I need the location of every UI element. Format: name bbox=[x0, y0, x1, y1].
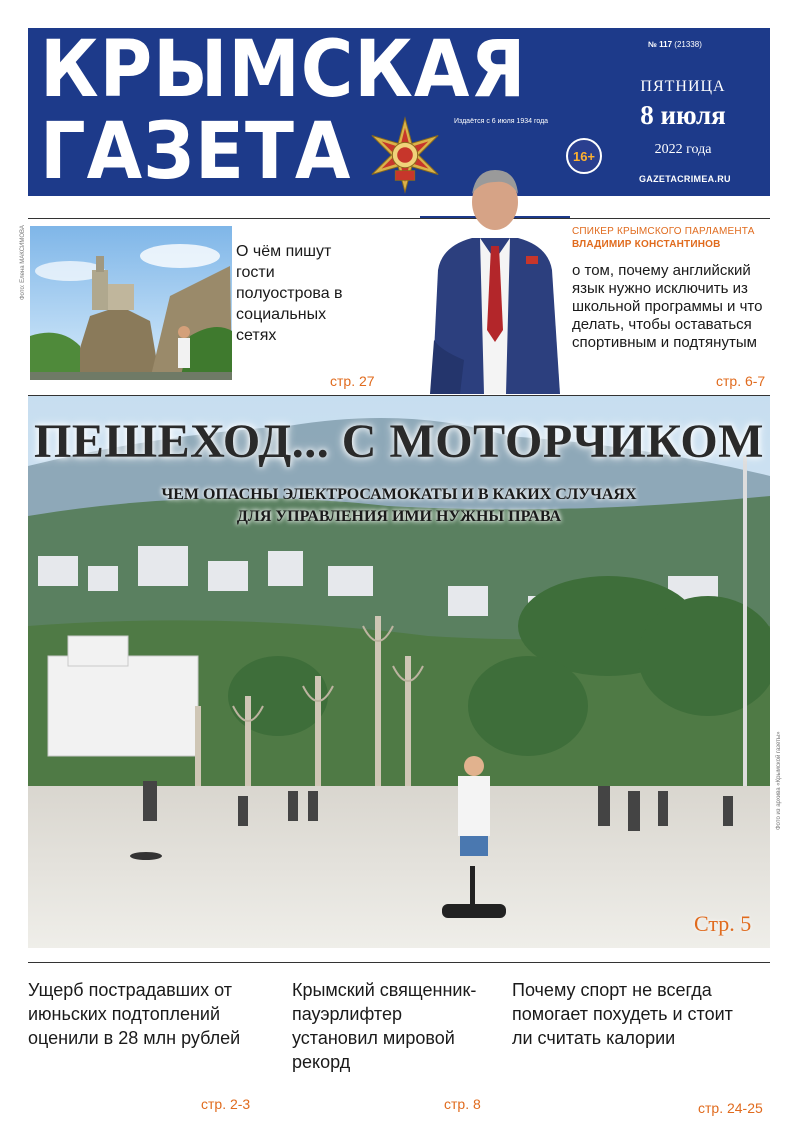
story-sport-text[interactable]: Почему спорт не всегда помогает похудеть и стоит ли считать калории bbox=[512, 980, 733, 1048]
age-rating-badge: 16+ bbox=[566, 138, 602, 174]
speaker-page[interactable]: стр. 6-7 bbox=[716, 373, 766, 389]
teaser-social-text[interactable]: О чём пишут гости полуострова в социальных сетях bbox=[236, 243, 343, 344]
speaker-title: СПИКЕР КРЫМСКОГО ПАРЛАМЕНТА bbox=[572, 226, 755, 237]
divider-top bbox=[28, 218, 770, 219]
headline-page[interactable]: Стр. 5 bbox=[694, 911, 752, 936]
subheadline-line2: ДЛЯ УПРАВЛЕНИЯ ИМИ НУЖНЫ ПРАВА bbox=[236, 508, 562, 525]
story-flood-page[interactable]: стр. 2-3 bbox=[201, 1096, 251, 1112]
issue-no: № 117 bbox=[648, 40, 673, 49]
hero-photo[interactable] bbox=[28, 396, 770, 948]
teaser-social-page[interactable]: стр. 27 bbox=[330, 373, 375, 389]
newspaper-title-line2: ГАЗЕТА bbox=[40, 107, 352, 197]
newspaper-title-line1: КРЫМСКАЯ bbox=[40, 25, 527, 115]
story-priest-page[interactable]: стр. 8 bbox=[444, 1096, 481, 1112]
speaker-photo[interactable] bbox=[420, 150, 570, 394]
story-priest-text[interactable]: Крымский священник-пауэрлифтер установил мировой рекорд bbox=[292, 980, 477, 1072]
weekday: ПЯТНИЦА bbox=[640, 78, 726, 95]
headline[interactable]: ПЕШЕХОД... С МОТОРЧИКОМ bbox=[34, 415, 764, 468]
issue-total: (21338) bbox=[674, 40, 702, 49]
issue-date: 8 июля bbox=[640, 100, 726, 130]
masthead bbox=[28, 25, 770, 197]
issue-year: 2022 года bbox=[654, 142, 712, 157]
castle-photo[interactable] bbox=[30, 226, 232, 380]
story-sport-page[interactable]: стр. 24-25 bbox=[698, 1100, 763, 1116]
hero-photo-credit: Фото из архива «Крымской газеты» bbox=[776, 731, 782, 830]
subheadline-line1: ЧЕМ ОПАСНЫ ЭЛЕКТРОСАМОКАТЫ И В КАКИХ СЛУЧАЯХ bbox=[161, 486, 637, 503]
founded-note: Издаётся с 6 июля 1934 года bbox=[454, 118, 549, 125]
castle-photo-credit: Фото: Елена МАКСИМОВА bbox=[20, 225, 26, 300]
divider-bottom bbox=[28, 962, 770, 963]
issue-number bbox=[648, 40, 702, 49]
story-flood-text[interactable]: Ущерб пострадавших от июньских подтоплений оценили в 28 млн рублей bbox=[28, 980, 241, 1048]
speaker-topic-text[interactable]: о том, почему английский язык нужно исключить из школьной программы и что делать, чтобы оставаться спортивным и подтянутым bbox=[572, 262, 763, 351]
speaker-name: ВЛАДИМИР КОНСТАНТИНОВ bbox=[572, 239, 721, 250]
subheadline bbox=[28, 484, 770, 528]
website-link[interactable]: GAZETACRIMEA.RU bbox=[639, 174, 731, 184]
